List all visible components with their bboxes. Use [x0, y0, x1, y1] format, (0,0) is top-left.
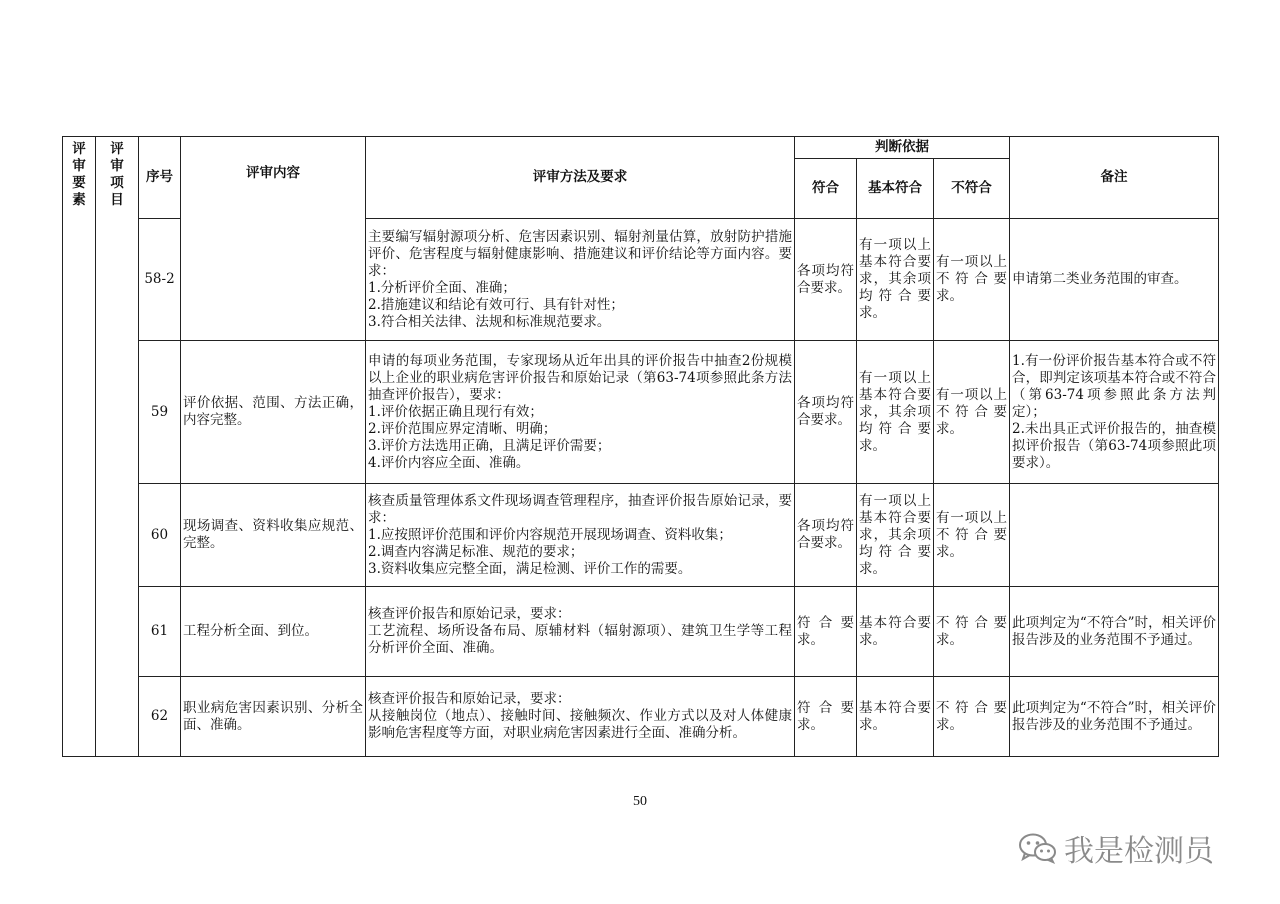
note-cell: 此项判定为“不符合”时，相关评价报告涉及的业务范围不予通过。 — [1010, 587, 1219, 677]
wechat-icon — [1018, 832, 1058, 864]
note-cell: 此项判定为“不符合”时，相关评价报告涉及的业务范围不予通过。 — [1010, 677, 1219, 757]
seq-cell: 60 — [139, 484, 181, 587]
basic-cell: 有一项以上基本符合要求，其余项均符合要求。 — [857, 219, 934, 341]
seq-cell: 59 — [139, 341, 181, 484]
seq-cell: 58-2 — [139, 219, 181, 341]
basic-cell: 基本符合要求。 — [857, 677, 934, 757]
note-cell: 1.有一份评价报告基本符合或不符合，即判定该项基本符合或不符合（第63-74项参照此条方法判定）； 2.未出具正式评价报告的，抽查模拟评价报告（第63-74项参照此项要求）。 — [1010, 341, 1219, 484]
watermark — [1018, 826, 1214, 870]
conform-cell: 各项均符合要求。 — [795, 341, 857, 484]
header-row-1 — [63, 137, 1219, 159]
conform-cell: 各项均符合要求。 — [795, 484, 857, 587]
table-row — [63, 587, 1219, 677]
basic-cell: 基本符合要求。 — [857, 587, 934, 677]
method-cell: 核查质量管理体系文件现场调查管理程序，抽查评价报告原始记录，要求： 1.应按照评价范围和评价内容规范开展现场调查、资料收集； 2.调查内容满足标准、规范的要求； 3.资料收集应完整全面，满足检测、评价工作的需要。 — [366, 484, 795, 587]
table-row — [63, 484, 1219, 587]
header-seq: 序号 — [139, 137, 181, 219]
conform-cell: 符合要求。 — [795, 677, 857, 757]
seq-cell: 62 — [139, 677, 181, 757]
conform-cell: 各项均符合要求。 — [795, 219, 857, 341]
nonconform-cell: 不符合要求。 — [934, 677, 1010, 757]
header-item: 评 审 项 目 — [96, 137, 139, 757]
nonconform-cell: 有一项以上不符合要求。 — [934, 219, 1010, 341]
basic-cell: 有一项以上基本符合要求，其余项均符合要求。 — [857, 484, 934, 587]
content-cell: 评价依据、范围、方法正确，内容完整。 — [181, 341, 366, 484]
conform-cell: 符合要求。 — [795, 587, 857, 677]
content-cell: 职业病危害因素识别、分析全面、准确。 — [181, 677, 366, 757]
note-cell: 申请第二类业务范围的审查。 — [1010, 219, 1219, 341]
note-cell — [1010, 484, 1219, 587]
nonconform-cell: 有一项以上不符合要求。 — [934, 341, 1010, 484]
header-note: 备注 — [1010, 137, 1219, 219]
header-element: 评 审 要 素 — [63, 137, 96, 757]
header-nonconform: 不符合 — [934, 159, 1010, 219]
review-table — [62, 136, 1219, 757]
header-judgment: 判断依据 — [795, 137, 1010, 159]
header-basic: 基本符合 — [857, 159, 934, 219]
nonconform-cell: 有一项以上不符合要求。 — [934, 484, 1010, 587]
table-row — [63, 677, 1219, 757]
seq-cell: 61 — [139, 587, 181, 677]
method-cell: 核查评价报告和原始记录，要求： 工艺流程、场所设备布局、原辅材料（辐射源项）、建筑卫生学等工程分析评价全面、准确。 — [366, 587, 795, 677]
header-method: 评审方法及要求 — [366, 137, 795, 219]
watermark-text: 我是检测员 — [1064, 834, 1214, 869]
header-conform: 符合 — [795, 159, 857, 219]
header-content: 评审内容 — [181, 137, 366, 341]
basic-cell: 有一项以上基本符合要求，其余项均符合要求。 — [857, 341, 934, 484]
table-row — [63, 341, 1219, 484]
method-cell: 申请的每项业务范围，专家现场从近年出具的评价报告中抽查2份规模以上企业的职业病危害评价报告和原始记录（第63-74项参照此条方法抽查评价报告），要求： 1.评价依据正确且现行有效； 2.评价范围应界定清晰、明确； 3.评价方法选用正确，且满足评价需要； 4.评价内容应全面、准确。 — [366, 341, 795, 484]
content-cell: 现场调查、资料收集应规范、完整。 — [181, 484, 366, 587]
nonconform-cell: 不符合要求。 — [934, 587, 1010, 677]
page-number: 50 — [633, 794, 647, 809]
method-cell: 核查评价报告和原始记录，要求： 从接触岗位（地点）、接触时间、接触频次、作业方式以及对人体健康影响危害程度等方面，对职业病危害因素进行全面、准确分析。 — [366, 677, 795, 757]
content-cell: 工程分析全面、到位。 — [181, 587, 366, 677]
method-cell: 主要编写辐射源项分析、危害因素识别、辐射剂量估算，放射防护措施评价、危害程度与辐射健康影响、措施建议和评价结论等方面内容。要求： 1.分析评价全面、准确； 2.措施建议和结论有效可行、具有针对性； 3.符合相关法律、法规和标准规范要求。 — [366, 219, 795, 341]
